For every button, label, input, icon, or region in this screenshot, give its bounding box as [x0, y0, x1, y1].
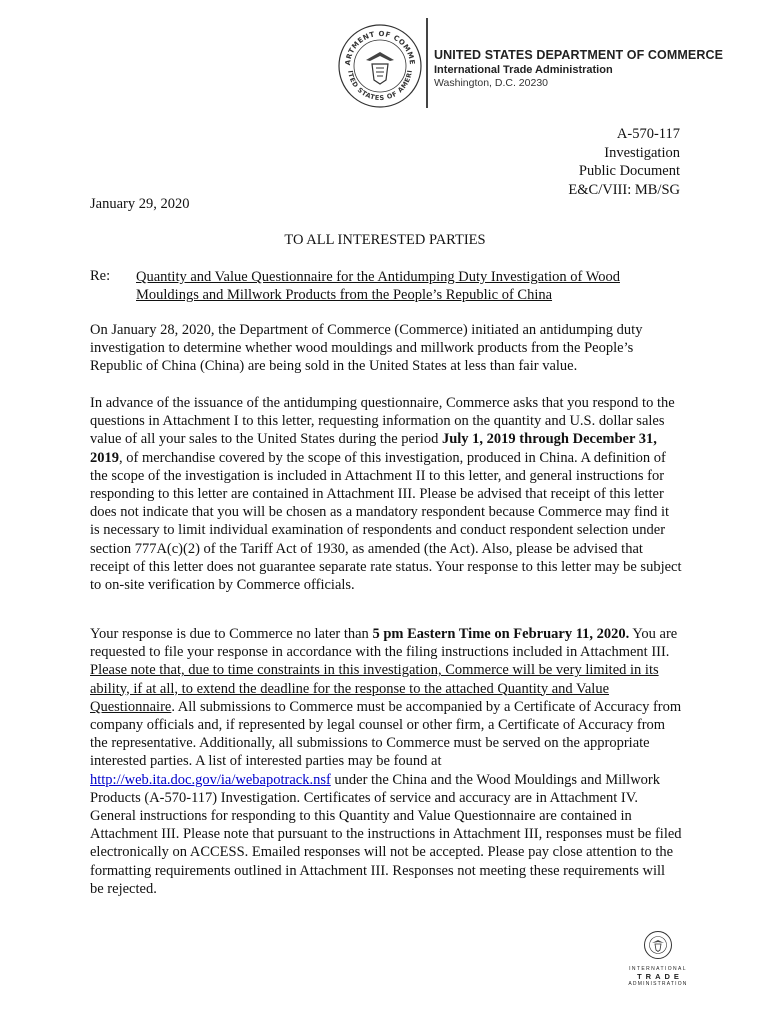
svg-text:DEPARTMENT OF COMMERCE — [336, 22, 416, 66]
response-deadline: 5 pm Eastern Time on February 11, 2020. — [372, 626, 630, 642]
footer-line-3: ADMINISTRATION — [628, 981, 688, 987]
re-subject: Quantity and Value Questionnaire for the Antidumping Duty Investigation of Wood Mouldings and Millwork Products from the People’s Republic of China — [136, 269, 620, 303]
letter-date: January 29, 2020 — [90, 196, 190, 212]
seal-text-top: ARTMENT OF COMME — [343, 29, 417, 66]
reference-block — [568, 125, 680, 199]
extension-notice: Please note that, due to time constraints in this investigation, Commerce will be very limited in its ability, if at all, to extend the deadline for the response to the attached Quantity and Value Questionnaire — [90, 662, 659, 715]
paragraph-1: On January 28, 2020, the Department of Commerce (Commerce) initiated an antidumping duty investigation to determine whether wood mouldings and millwork products from the People’s Republic of China (China) are being sold in the United States at less than fair value. — [90, 322, 643, 375]
paragraph-2-text-a: In advance of the issuance of the antidumping questionnaire, Commerce asks that you respond to the questions in Attachment I to this letter, requesting information on the quantity and U.S. dollar sales value of all your sales to the United States during the period — [90, 395, 675, 448]
paragraph-3-text-a: Your response is due to Commerce no later than — [90, 626, 373, 642]
paragraph-3-text-d: under the China and the Wood Mouldings and Millwork Products (A-570-117) Investigation. Certificates of service and accuracy are in Attachment IV. General instructions for responding to this Quantity and Value Questionnaire are contained in Attachment III. Please note that pursuant to the instructions in Attachment III, responses must be filed electronically on ACCESS. Emailed responses will not be accepted. Please pay close attention to the formatting requirements outlined in Attachment III. Responses not meeting these requirements will be rejected. — [90, 771, 682, 897]
re-label: Re: — [90, 268, 111, 284]
case-number: A-570-117 — [616, 126, 680, 142]
paragraph-2-text-b: , of merchandise covered by the scope of this investigation, produced in China. A definition of the scope of the investigation is included in Attachment II to this letter, and general instructions for responding to this letter are contained in Attachment III. Please be advised that receipt of this letter does not indicate that you will be chosen as a mandatory respondent because Commerce may find it is necessary to limit individual examination of respondents and conduct respondent selection under section 777A(c)(2) of the Tariff Act of 1930, as amended (the Act). Also, please be advised that receipt of this letter does not guarantee separate rate status. Your response to this letter may be subject to on-site verification by Commerce officials. — [90, 449, 682, 594]
office-code: E&C/VIII: MB/SG — [568, 181, 680, 198]
agency-name: UNITED STATES DEPARTMENT OF COMMERCE — [434, 48, 724, 62]
footer-logo — [626, 930, 690, 987]
footer-line-1: INTERNATIONAL — [629, 966, 687, 972]
footer-line-2: TRADE — [637, 972, 683, 981]
document-type: Public Document — [578, 163, 680, 179]
ita-seal-icon — [643, 930, 673, 960]
agency-block — [434, 48, 723, 90]
paragraph-3-text-b: You are requested to file your response in accordance with the filing instructions included in Attachment III. — [90, 626, 678, 661]
doc-seal-icon — [336, 22, 424, 110]
seal-text-bottom: ITED STATES OF AMERI — [346, 69, 414, 103]
paragraph-2 — [90, 394, 682, 594]
addressee: TO ALL INTERESTED PARTIES — [284, 232, 486, 248]
paragraph-3 — [90, 625, 682, 898]
header-divider — [426, 18, 428, 108]
interested-parties-link[interactable]: http://web.ita.doc.gov/ia/webapotrack.nsf — [90, 771, 331, 788]
period-of-investigation: July 1, 2019 through December 31, 2019 — [90, 431, 657, 466]
agency-address: Washington, D.C. 20230 — [434, 77, 549, 89]
agency-subunit: International Trade Administration — [434, 64, 613, 76]
segment: Investigation — [604, 144, 680, 161]
paragraph-3-text-c: . All submissions to Commerce must be accompanied by a Certificate of Accuracy from company officials and, if represented by legal counsel or other firm, a Certificate of Accuracy from the representative. Additionally, all submissions to Commerce must be served on the appropriate interested parties. A list of interested parties may be found at — [90, 698, 682, 770]
